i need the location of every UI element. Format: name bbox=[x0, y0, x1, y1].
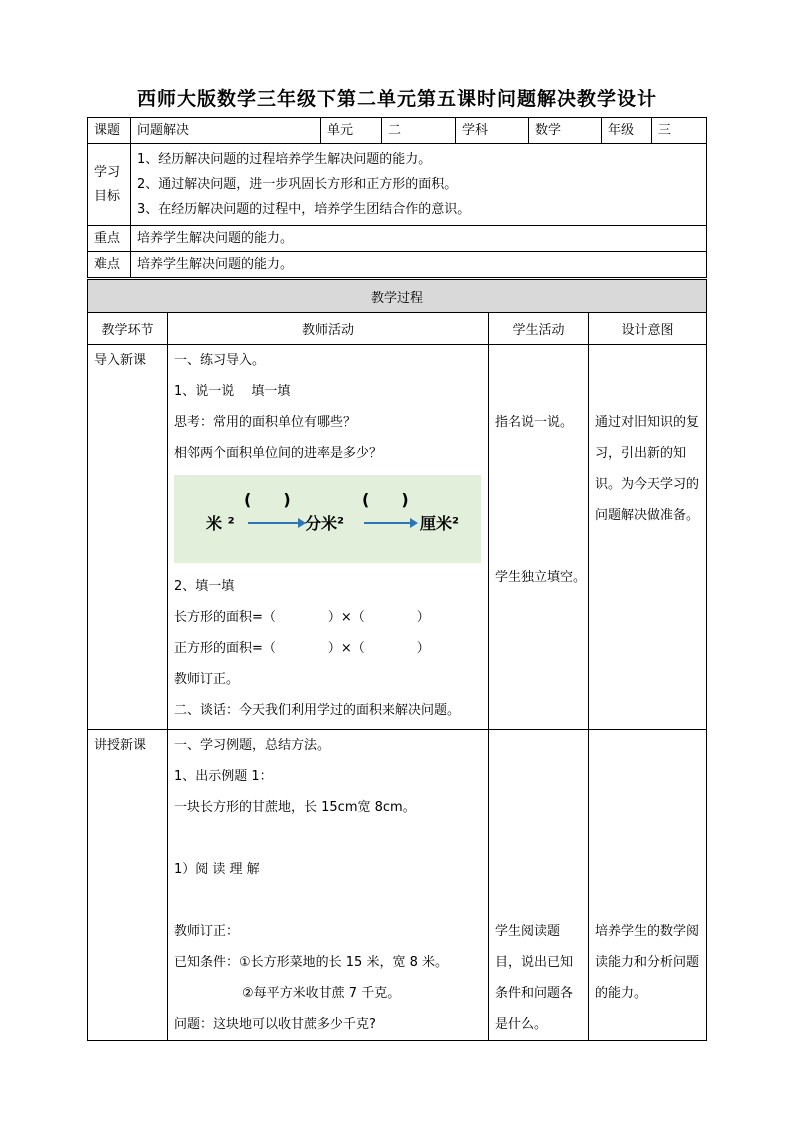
intro-line: 1、说一说 填一填 bbox=[174, 384, 291, 399]
header-stage: 教学环节 bbox=[88, 313, 168, 345]
process-header-row bbox=[88, 313, 707, 345]
intro-stage bbox=[88, 345, 168, 730]
intro-design-intent bbox=[589, 345, 707, 730]
teach-line: 问题：这块地可以收甘蔗多少千克? bbox=[174, 1017, 376, 1032]
design-intent-text: 通过对旧知识的复习，引出新的知识。为今天学习的问题解决做准备。 bbox=[595, 415, 700, 523]
subject-label: 学科 bbox=[456, 118, 529, 144]
topic-value: 问题解决 bbox=[131, 118, 321, 144]
teach-design-intent bbox=[589, 730, 707, 1041]
header-student: 学生活动 bbox=[489, 313, 589, 345]
teach-student-activity bbox=[489, 730, 589, 1041]
grade-label: 年级 bbox=[602, 118, 652, 144]
intro-line: 教师订正。 bbox=[174, 672, 240, 687]
student-note: 指名说一说。 bbox=[495, 415, 574, 430]
process-title: 教学过程 bbox=[88, 280, 707, 313]
key-point-text: 培养学生解决问题的能力。 bbox=[131, 226, 707, 252]
unit-square-centimeter: 厘米² bbox=[420, 514, 460, 533]
intro-line: 二、谈话：今天我们利用学过的面积来解决问题。 bbox=[174, 703, 461, 718]
objectives-row bbox=[88, 144, 707, 226]
intro-stage-label: 导入新课 bbox=[94, 353, 147, 368]
unit-value: 二 bbox=[382, 118, 456, 144]
intro-row bbox=[88, 345, 707, 730]
student-note: 学生阅读题目，说出已知条件和问题各是什么。 bbox=[495, 924, 574, 1032]
unit-label: 单元 bbox=[321, 118, 382, 144]
difficulty-row bbox=[88, 252, 707, 278]
topic-label: 课题 bbox=[88, 118, 131, 144]
objective-item: 1、经历解决问题的过程培养学生解决问题的能力。 bbox=[137, 152, 432, 167]
teach-line: 一块长方形的甘蔗地，长 15cm宽 8cm。 bbox=[174, 800, 416, 815]
process-table bbox=[87, 279, 707, 1041]
teach-line: 教师订正： bbox=[174, 924, 240, 939]
teach-row bbox=[88, 730, 707, 1041]
teach-stage bbox=[88, 730, 168, 1041]
rate-blank-2: ( ) bbox=[362, 490, 409, 509]
rate-blank-1: ( ) bbox=[244, 490, 291, 509]
design-intent-text: 培养学生的数学阅读能力和分析问题的能力。 bbox=[595, 924, 700, 1001]
arrow-icon bbox=[364, 522, 416, 524]
student-note: 学生独立填空。 bbox=[495, 570, 587, 585]
difficulty-label: 难点 bbox=[88, 252, 131, 278]
grade-value: 三 bbox=[652, 118, 707, 144]
intro-line: 正方形的面积=（ ）×（ ） bbox=[174, 641, 430, 656]
difficulty-text: 培养学生解决问题的能力。 bbox=[131, 252, 707, 278]
teach-line: ②每平方米收甘蔗 7 千克。 bbox=[242, 986, 401, 1001]
arrow-icon bbox=[248, 522, 304, 524]
teach-line: 一、学习例题，总结方法。 bbox=[174, 738, 331, 753]
intro-line: 2、填一填 bbox=[174, 579, 235, 594]
key-point-row bbox=[88, 226, 707, 252]
unit-square-decimeter: 分米² bbox=[305, 514, 345, 533]
intro-line: 思考：常用的面积单位有哪些？ bbox=[174, 415, 357, 430]
header-teacher: 教师活动 bbox=[168, 313, 489, 345]
intro-teacher-activity bbox=[168, 345, 489, 730]
unit-conversion-diagram bbox=[174, 475, 481, 563]
objectives-label: 学习目标 bbox=[88, 144, 131, 226]
intro-line: 一、练习导入。 bbox=[174, 353, 266, 368]
unit-square-meter: 米 ² bbox=[206, 514, 235, 533]
teach-stage-label: 讲授新课 bbox=[94, 738, 147, 753]
teach-line: 已知条件：①长方形菜地的长 15 米，宽 8 米。 bbox=[174, 955, 448, 970]
key-point-label: 重点 bbox=[88, 226, 131, 252]
teach-line: 1、出示例题 1： bbox=[174, 769, 273, 784]
subject-value: 数学 bbox=[529, 118, 602, 144]
info-table bbox=[87, 117, 707, 278]
objectives-content bbox=[131, 144, 707, 226]
intro-line: 相邻两个面积单位间的进率是多少？ bbox=[174, 446, 383, 461]
info-row bbox=[88, 118, 707, 144]
header-intent: 设计意图 bbox=[589, 313, 707, 345]
page-title: 西师大版数学三年级下第二单元第五课时问题解决教学设计 bbox=[136, 88, 657, 110]
intro-line: 长方形的面积=（ ）×（ ） bbox=[174, 610, 430, 625]
intro-student-activity bbox=[489, 345, 589, 730]
objective-item: 2、通过解决问题，进一步巩固长方形和正方形的面积。 bbox=[137, 177, 458, 192]
teach-line: 1）阅 读 理 解 bbox=[174, 862, 260, 877]
objective-item: 3、在经历解决问题的过程中，培养学生团结合作的意识。 bbox=[137, 202, 471, 217]
teach-teacher-activity bbox=[168, 730, 489, 1041]
